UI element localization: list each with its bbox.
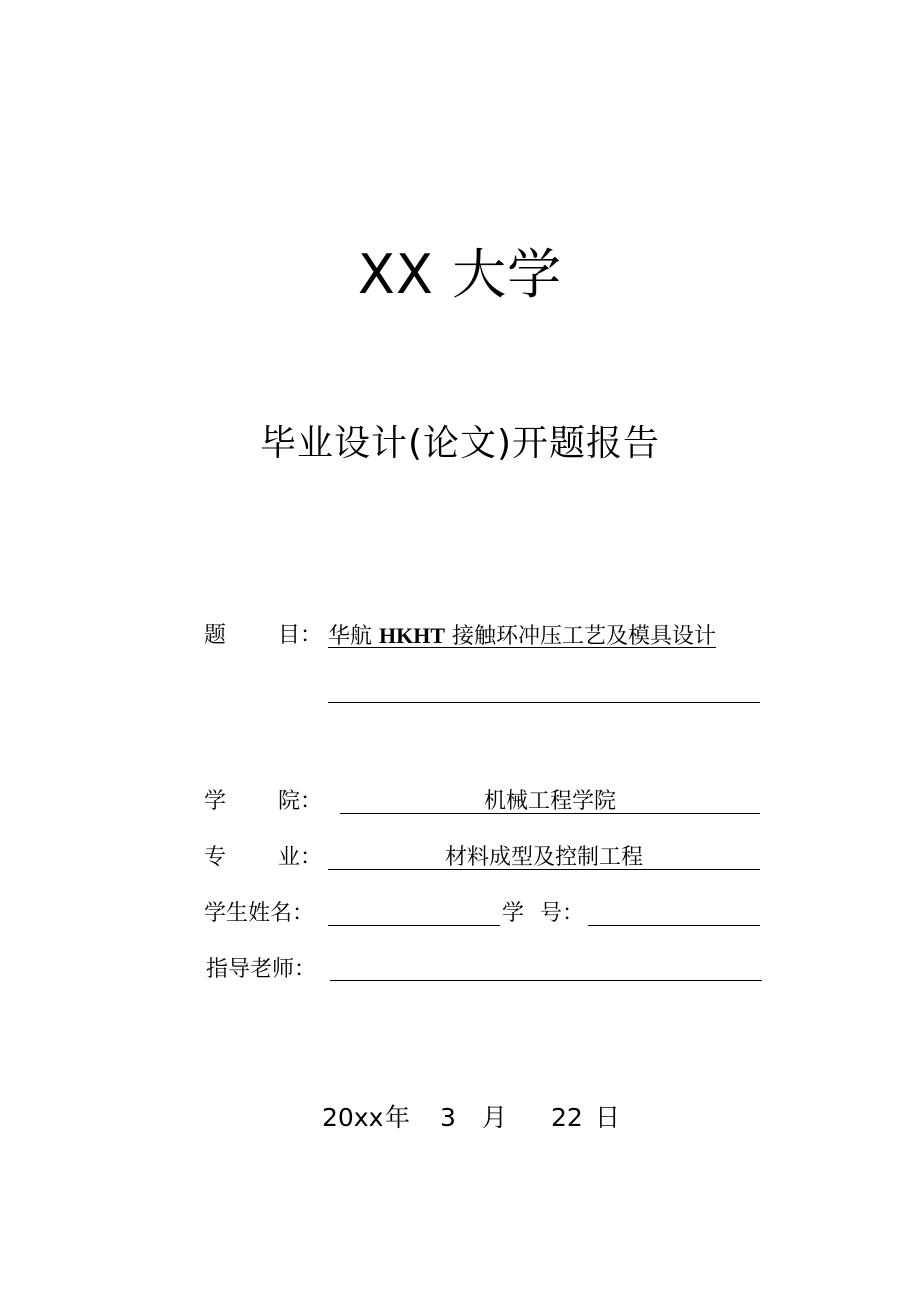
topic-value [328, 620, 716, 653]
advisor-underline [330, 980, 762, 981]
student-id-label-char-2: 号： [540, 901, 585, 926]
major-underline [328, 869, 760, 870]
university-name: XX 大学 [357, 243, 563, 306]
college-label-char-1: 学 [204, 789, 227, 814]
college-label-char-2: 院： [278, 789, 323, 814]
student-name-label: 学生姓名： [204, 901, 315, 926]
date-month: 3 [440, 1103, 456, 1132]
topic-value-code: HKHT [379, 623, 446, 648]
student-id-label-char-1: 学 [502, 901, 525, 926]
topic-value-part-2: 接触环冲压工艺及模具设计 [445, 624, 717, 649]
date-year-unit: 年 [385, 1103, 411, 1132]
date-year: 20xx [322, 1103, 384, 1132]
date-day: 22 [551, 1103, 583, 1132]
student-id-underline [588, 925, 760, 926]
topic-continuation-line [328, 702, 760, 703]
report-title: 毕业设计(论文)开题报告 [259, 423, 661, 464]
date-month-unit: 月 [482, 1103, 508, 1132]
date-day-unit: 日 [595, 1103, 621, 1132]
topic-value-part-1: 华航 [328, 624, 379, 649]
college-value: 机械工程学院 [483, 789, 616, 814]
major-label-char-2: 业： [278, 845, 323, 870]
topic-label-char-1: 题 [204, 623, 227, 648]
topic-label-char-2: 目： [278, 623, 323, 648]
advisor-label: 指导老师： [206, 957, 317, 982]
major-value: 材料成型及控制工程 [444, 845, 643, 870]
major-label-char-1: 专 [204, 845, 227, 870]
student-name-underline [328, 925, 500, 926]
college-underline [340, 813, 760, 814]
